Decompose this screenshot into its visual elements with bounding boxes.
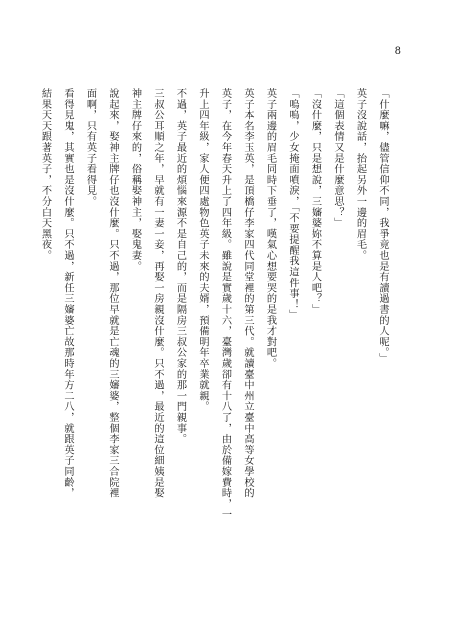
vertical-text-body: [39, 88, 393, 558]
paragraph: 「嗚嗚，少女掩面噴淚，「不要提醒我這件事！」: [287, 88, 298, 321]
page-number: 8: [394, 46, 401, 57]
paragraph: 英子沒說話，抬起另外一邊的眉毛。: [354, 88, 366, 261]
paragraph: 升上四年級，家人便四處物色英子未來的夫婿，預備明年卒業就親。: [197, 88, 208, 412]
paragraph: 英子兩邊的眉毛同時下垂了，嘆氣心想要哭的是我才對吧。: [264, 88, 276, 369]
paragraph: 看得見鬼，其實也是沒什麼。只不過，新任三嬸婆亡故那時年方二八，就跟英子同齡，: [62, 88, 73, 499]
paragraph: 英子本名李玉英，是頂橋仔李家四代同堂裡的第三代。就讀臺中州立臺中高等女學校的: [242, 88, 253, 499]
paragraph: 「什麼嘛，儘管信仰不同，我爭竟也是有讀過書的人呢。」: [377, 88, 388, 364]
paragraph: 「這個表情又是什麼意思？」: [332, 88, 343, 229]
paragraph: 結果天天跟著英子，不分白天黑夜。: [39, 88, 51, 261]
paragraph: 神主牌仔來的，俗稱娶神主，娶鬼妻。: [129, 88, 141, 272]
paragraph: 說起來，娶神主牌仔也沒什麼。只不過，那位早就是亡魂的三嬸婆，整個李家三合院裡: [107, 88, 118, 499]
paragraph: 面啊，只有英子看得見。: [84, 88, 96, 207]
paragraph: 「沒什麼，只是想說，三嬸婆妳不算是人吧？」: [309, 88, 321, 315]
paragraph: 英子，在今年春天升上了四年級。雖說是實歲十六，臺灣歲卻有十八了，由於備嫁費時，一: [219, 88, 231, 520]
paragraph: 不過，英子最近的煩惱來源不是自己的，而是隔房三叔公家的那一門親事。: [174, 88, 186, 445]
paragraph: 三叔公耳順之年，早就有一妻一妾，再娶一房親沒什麼。只不過，最近的這位細姨是娶: [152, 88, 163, 499]
